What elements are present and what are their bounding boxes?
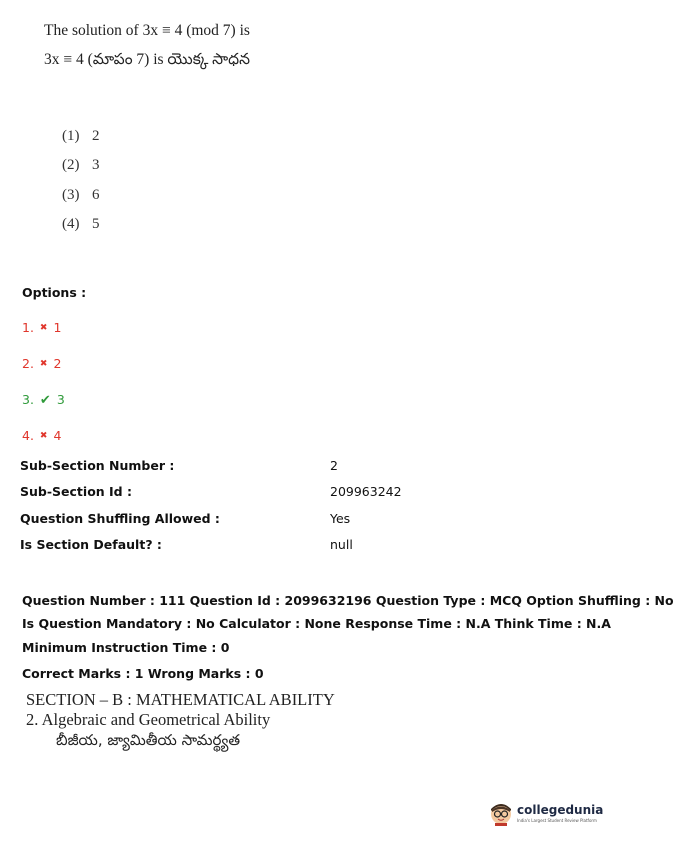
section-default-label: Is Section Default? : [20, 537, 162, 552]
question-text-te: 3x ≡ 4 (మాపం 7) is యొక్క సాధన [44, 51, 250, 68]
sub-section-number-value: 2 [330, 458, 338, 473]
shuffling-allowed-value: Yes [330, 511, 351, 526]
collegedunia-logo [488, 800, 603, 826]
question-info-line: Question Number : 111 Question Id : 2099632196 Question Type : MCQ Option Shuffling : No [22, 593, 674, 608]
option-3: 3. ✔ 3 [22, 392, 65, 408]
question-mandatory-line: Is Question Mandatory : No Calculator : None Response Time : N.A Think Time : N.A [22, 616, 611, 631]
sub-section-id-label: Sub-Section Id : [20, 484, 132, 499]
section-subtitle: 2. Algebraic and Geometrical Ability [26, 710, 271, 729]
logo-tagline: India's Largest Student Review Platform [517, 817, 597, 823]
section-subtitle-te: బీజీయ, జ్యామితీయ సామర్థ్యత [56, 731, 241, 749]
check-icon: ✔ [39, 393, 51, 408]
choice-3: (3) 6 [62, 187, 100, 203]
mascot-icon [488, 800, 514, 826]
cross-icon: ✖ [39, 431, 48, 441]
shuffling-allowed-label: Question Shuffling Allowed : [20, 511, 220, 526]
option-4: 4. ✖ 4 [22, 428, 62, 443]
logo-wordmark: collegedunia [517, 802, 604, 817]
marks-line: Correct Marks : 1 Wrong Marks : 0 [22, 666, 264, 681]
question-text-en: The solution of 3x ≡ 4 (mod 7) is [44, 22, 250, 39]
choice-2: (2) 3 [62, 157, 100, 173]
option-1: 1. ✖ 1 [22, 320, 62, 335]
min-instruction-time: Minimum Instruction Time : 0 [22, 640, 230, 655]
choice-4: (4) 5 [62, 216, 100, 232]
sub-section-number-label: Sub-Section Number : [20, 458, 175, 473]
cross-icon: ✖ [39, 323, 48, 333]
section-default-value: null [330, 537, 353, 552]
cross-icon: ✖ [39, 359, 48, 369]
section-title: SECTION – B : MATHEMATICAL ABILITY [26, 690, 335, 709]
options-heading: Options : [22, 285, 87, 300]
sub-section-id-value: 209963242 [330, 484, 402, 499]
option-2: 2. ✖ 2 [22, 356, 62, 371]
choice-1: (1) 2 [62, 128, 100, 144]
